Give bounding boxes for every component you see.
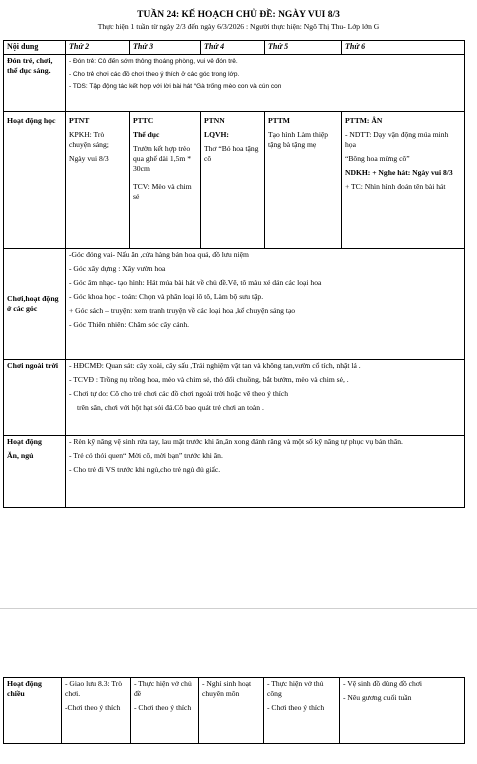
chieu-mon [62,678,131,744]
hdh-mon-line: KPKH: Trò chuyện sáng; [69,130,109,150]
chieu-thu-line: - Thực hiện vở thủ công [267,679,324,699]
row-choi-goc [4,249,465,360]
page-break-line [0,608,477,609]
cnt-line: - Chơi tự do: Cô cho trẻ chơi các đồ chơi ngoài trời hoặc vẽ theo ý thích [69,389,289,399]
choi-goc-line: - Góc âm nhạc- tạo hình: Hát múa bài hát về chủ đề.Vẽ, tô màu xé dán các loại hoa [69,278,322,288]
col-header-mon: Thứ 2 [66,41,130,55]
an-ngu-line: - Cho trẻ đi VS trước khi ngủ,cho trẻ ngủ đủ giấc. [69,465,221,475]
weekly-plan-table [3,40,465,508]
row-an-ngu [4,436,465,508]
chieu-mon-line: -Chơi theo ý thích [65,703,121,713]
an-ngu-label-2: Ăn, ngủ [7,451,34,461]
hdh-tue-line: TCV: Mèo và chim sẻ [133,182,192,202]
plan-subtitle: Thực hiện 1 tuần từ ngày 2/3 đến ngày 6/3/2026 : Người thực hiện: Ngô Thị Thu- Lớp lớn G [97,22,380,31]
chieu-fri [340,678,465,744]
col-header-tue: Thứ 3 [130,41,201,55]
hdh-fri-line: NDKH: + Nghe hát: Ngày vui 8/3 [345,168,453,178]
chieu-fri-line: - Vệ sinh đồ dùng đồ chơi [343,679,422,688]
choi-goc-line: + Góc sách – truyện: xem tranh truyện về các loại hoa ,kể chuyện sáng tạo [69,306,296,316]
don-tre-line: - TDS: Tập động tác kết hợp với lời bài hát “Gà trống mèo con và cún con [69,83,282,91]
row-label-choi-ngoai-troi: Chơi ngoài trời [4,360,66,436]
hdh-wed-line: Thơ “Bó hoa tặng cô [204,144,259,164]
hdh-tue [130,112,201,249]
chieu-mon-line: - Giao lưu 8.3: Trò chơi. [65,679,123,699]
row-label-don-tre: Đón trẻ, chơi, thể dục sáng. [4,55,66,112]
row-don-tre [4,55,465,112]
chieu-wed [199,678,264,744]
row-hoat-dong-hoc [4,112,465,249]
an-ngu-line: - Trẻ có thói quen“ Mời cô, mời bạn” trước khi ăn. [69,451,223,461]
row-label-chieu: Hoạt động chiều [4,678,62,744]
chieu-tue-line: - Thực hiện vở chủ đề [134,679,192,699]
choi-goc-line: - Góc xây dựng : Xây vườn hoa [69,264,166,274]
choi-goc-content [66,249,465,360]
hdh-mon [66,112,130,249]
chieu-thu [264,678,340,744]
chieu-wed-line: - Nghỉ sinh hoạt chuyên môn [202,679,252,699]
row-label-hoat-dong-hoc: Hoạt động học [4,112,66,249]
col-header-fri: Thứ 6 [342,41,465,55]
header-row [4,41,465,55]
chieu-tue-line: - Chơi theo ý thích [134,703,192,713]
hdh-tue-line: Trườn kết hợp trèo qua ghế dài 1,5m * 30cm [133,144,191,174]
row-label-choi-goc: Chơi,hoạt động ở các góc [4,249,66,360]
hdh-thu-line: Tạo hình Làm thiệp tặng bà tặng mẹ [268,130,329,150]
chieu-tue [131,678,199,744]
chieu-thu-line: - Chơi theo ý thích [267,703,325,713]
hdh-thu [265,112,342,249]
col-header-content: Nội dung [4,41,66,55]
choi-goc-line: - Góc Thiên nhiên: Chăm sóc cây cảnh. [69,320,190,330]
cnt-line: - TCVĐ : Trồng nụ trồng hoa, mèo và chim sẻ, thỏ đổi chuồng, bắt bướm, mèo và chim sẻ, . [69,375,349,385]
don-tre-content [66,55,465,112]
don-tre-line: - Đón trẻ: Cô đến sớm thông thoáng phòng, vui vẻ đón trẻ. [69,58,238,65]
hdh-mon-head: PTNT [69,116,90,125]
hdh-tue-line: Thể dục [133,130,160,140]
an-ngu-label-1: Hoạt động [7,437,42,446]
hdh-mon-line: Ngày vui 8/3 [69,154,109,164]
cnt-line: - HĐCMĐ: Quan sát: cây xoài, cây sấu ,Trải nghiệm vật tan và không tan,vườn cổ tích, nhặt lá . [69,361,361,370]
hdh-fri-line: - NDTT: Dạy vận động múa minh họa [345,130,449,150]
col-header-wed: Thứ 4 [201,41,265,55]
row-choi-ngoai-troi [4,360,465,436]
an-ngu-line: - Rèn kỹ năng vệ sinh rửa tay, lau mặt trước khi ăn,ăn xong đánh răng và một số kỹ năng tự phục vụ bản thân. [69,437,403,446]
an-ngu-content [66,436,465,508]
hdh-wed-line: LQVH: [204,130,229,140]
hdh-fri-head: PTTM: ÂN [345,116,383,125]
row-label-an-ngu [4,436,66,508]
col-header-thu: Thứ 5 [265,41,342,55]
chieu-fri-line: - Nêu gương cuối tuần [343,693,412,703]
hdh-wed-head: PTNN [204,116,225,125]
cnt-line: trên sân, chơi với hột hạt sỏi đá.Cô bao quát trẻ chơi an toàn . [77,403,264,413]
hdh-wed [201,112,265,249]
choi-goc-line: - Góc khoa học - toán: Chọn và phân loại lô tô, Làm bộ sưu tập. [69,292,264,302]
don-tre-line: - Cho trẻ chơi các đồ chơi theo ý thích ở các góc trong lớp. [69,70,240,78]
plan-title: TUẦN 24: KẾ HOẠCH CHỦ ĐỀ: NGÀY VUI 8/3 [137,10,340,20]
choi-ngoai-troi-content [66,360,465,436]
hdh-thu-head: PTTM [268,116,290,125]
hdh-fri [342,112,465,249]
afternoon-table [3,677,465,744]
hdh-fri-line: “Bông hoa mừng cô” [345,154,410,164]
hdh-tue-head: PTTC [133,116,154,125]
hdh-fri-line: + TC: Nhìn hình đoán tên bài hát [345,182,446,192]
row-chieu [4,678,465,744]
choi-goc-line: -Góc đóng vai- Nấu ăn ,cửa hàng bán hoa quả, đồ lưu niệm [69,250,249,259]
